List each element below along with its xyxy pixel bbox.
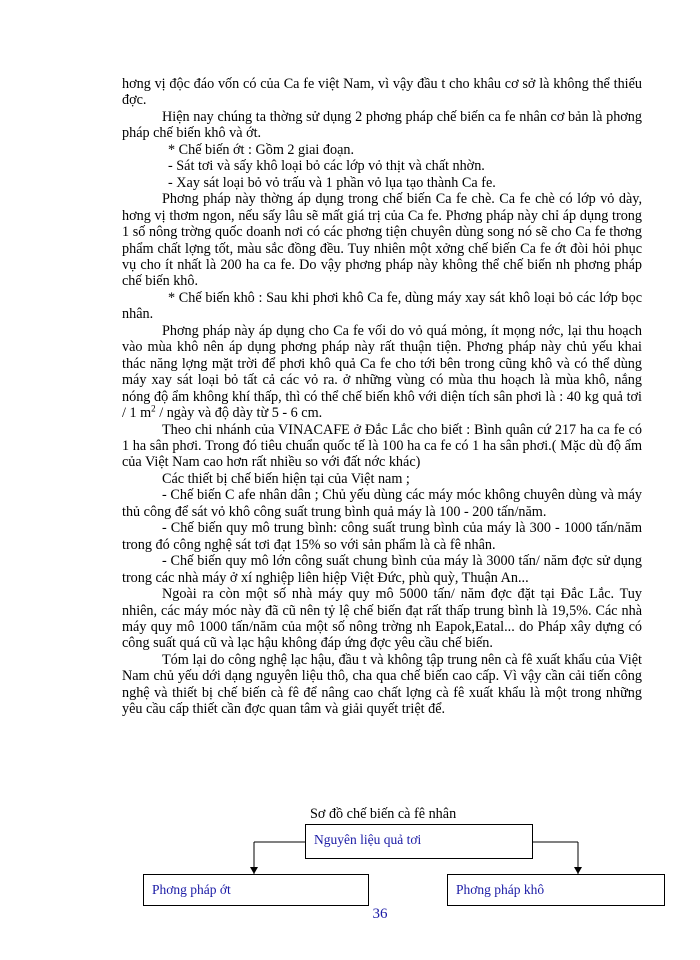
paragraph: hơng vị độc đáo vốn có của Ca fe việt Nam, vì vậy đầu t cho khâu cơ sở là không thể thiếu đợc. bbox=[122, 76, 642, 109]
diagram-box-raw-material: Nguyên liệu quả tơi bbox=[305, 824, 533, 859]
diagram-box-dry-method: Phơng pháp khô bbox=[447, 874, 665, 906]
page-number: 36 bbox=[372, 906, 388, 922]
paragraph: Ngoài ra còn một số nhà máy quy mô 5000 tấn/ năm đợc đặt tại Đắc Lắc. Tuy nhiên, các máy móc này đã cũ nên tỷ lệ chế biến đạt rất thấp trung bình là 19,5%. Các nhà máy quy mô 1000 tấn/năm của một số nông trờng nh Eapok,Eatal... do Pháp xây dựng có công suất quá cũ và lạc hậu không đáp ứng đợc yêu cầu chế biến. bbox=[122, 586, 642, 652]
paragraph: * Chế biến ớt : Gồm 2 giai đoạn. bbox=[168, 141, 355, 158]
paragraph: - Chế biến quy mô trung bình: công suất trung bình của máy là 300 - 1000 tấn/năm trong đó công nghệ sát tơi đạt 15% so với sản phẩm là cà fê nhân. bbox=[122, 520, 642, 553]
paragraph: Tóm lại do công nghệ lạc hậu, đầu t và không tập trung nên cà fê xuất khẩu của Việt Nam chủ yếu dới dạng nguyên liệu thô, cha qua chế biến cao cấp. Vì vậy cần cải tiến công nghệ và thiết bị chế biến cà fê để nâng cao chất lợng cà fê xuất khẩu là một trong những yêu cầu cấp thiết cần đợc quan tâm và giải quyết triệt để. bbox=[122, 651, 642, 718]
diagram-box-wet-method: Phơng pháp ớt bbox=[143, 874, 369, 906]
paragraph: - Chế biến quy mô lớn công suất chung bình của máy là 3000 tấn/ năm đợc sử dụng trong các nhà máy ở xí nghiệp liên hiệp Việt Đức, phù quỳ, Thuận An... bbox=[122, 553, 642, 586]
paragraph: Hiện nay chúng ta thờng sử dụng 2 phơng pháp chế biến ca fe nhân cơ bản là phơng pháp chế biến khô và ớt. bbox=[122, 108, 642, 142]
paragraph: - Xay sát loại bỏ vỏ trấu và 1 phần vỏ lụa tạo thành Ca fe. bbox=[168, 174, 496, 191]
paragraph-part: Phơng pháp này áp dụng cho Ca fe vối do vỏ quá mỏng, ít mọng nớc, lại thu hoạch vào mùa khô nên áp dụng phơng pháp này rất thuận tiện. Phơng pháp này chủ yếu khai thác năng lợng mặt trời để phơi khô quả Ca fe cho tới bên trong cũng khô và có thể dùng máy xay sát loại bỏ tất cả các vỏ ra. ở những vùng có mùa thu hoạch là mùa khô, nắng nóng độ ẩm không khí thấp, thì có thể chế biến khô với diện tích sân phơi là : 40 kg quả tơi / 1 m bbox=[122, 322, 642, 422]
arrow-left bbox=[250, 867, 258, 874]
paragraph-part: / ngày và độ dày từ 5 - 6 cm. bbox=[159, 405, 323, 422]
arrow-right bbox=[574, 867, 582, 874]
paragraph: Các thiết bị chế biến hiện tại của Việt nam ; bbox=[162, 470, 410, 487]
diagram-title: Sơ đồ chế biến cà fê nhân bbox=[310, 806, 457, 822]
paragraph: * Chế biến khô : Sau khi phơi khô Ca fe, dùng máy xay sát khô loại bỏ các lớp bọc nhân. bbox=[122, 289, 642, 323]
superscript: 2 bbox=[151, 403, 156, 414]
paragraph: Phơng pháp này thờng áp dụng trong chế biến Ca fe chè. Ca fe chè có lớp vỏ dày, hơng vị thơm ngon, nếu sấy lâu sẽ mất giá trị của Ca fe. Phơng pháp này chỉ áp dụng trong 1 số nông trờng quốc doanh nơi có các phơng tiện chuyên dùng song nó sẽ cho Ca fe thơng phẩm chất lợng tốt, màu sắc đồng đều. Tuy nhiên một xởng chế biến Ca fe ớt đòi hỏi phục vụ cho ít nhất là 200 ha ca fe. Do vậy phơng pháp này không thể chế biến nh phơng pháp chế biến khô. bbox=[122, 191, 642, 290]
paragraph: - Chế biến C afe nhân dân ; Chủ yếu dùng các máy móc không chuyên dùng và máy thủ công để sát vỏ khô công suất trung bình quả máy là 100 - 200 tấn/năm. bbox=[122, 487, 642, 520]
paragraph: Theo chi nhánh của VINACAFE ở Đắc Lắc cho biết : Bình quân cứ 217 ha ca fe có 1 ha sân phơi. Trong đó tiêu chuẩn quốc tế là 100 ha ca fe có 1 ha sân phơi.( Mặc dù độ ẩm của Việt Nam cao hơn rất nhiều so với đất nớc khác) bbox=[122, 421, 642, 471]
paragraph: - Sát tơi và sấy khô loại bỏ các lớp vỏ thịt và chất nhờn. bbox=[168, 158, 485, 175]
